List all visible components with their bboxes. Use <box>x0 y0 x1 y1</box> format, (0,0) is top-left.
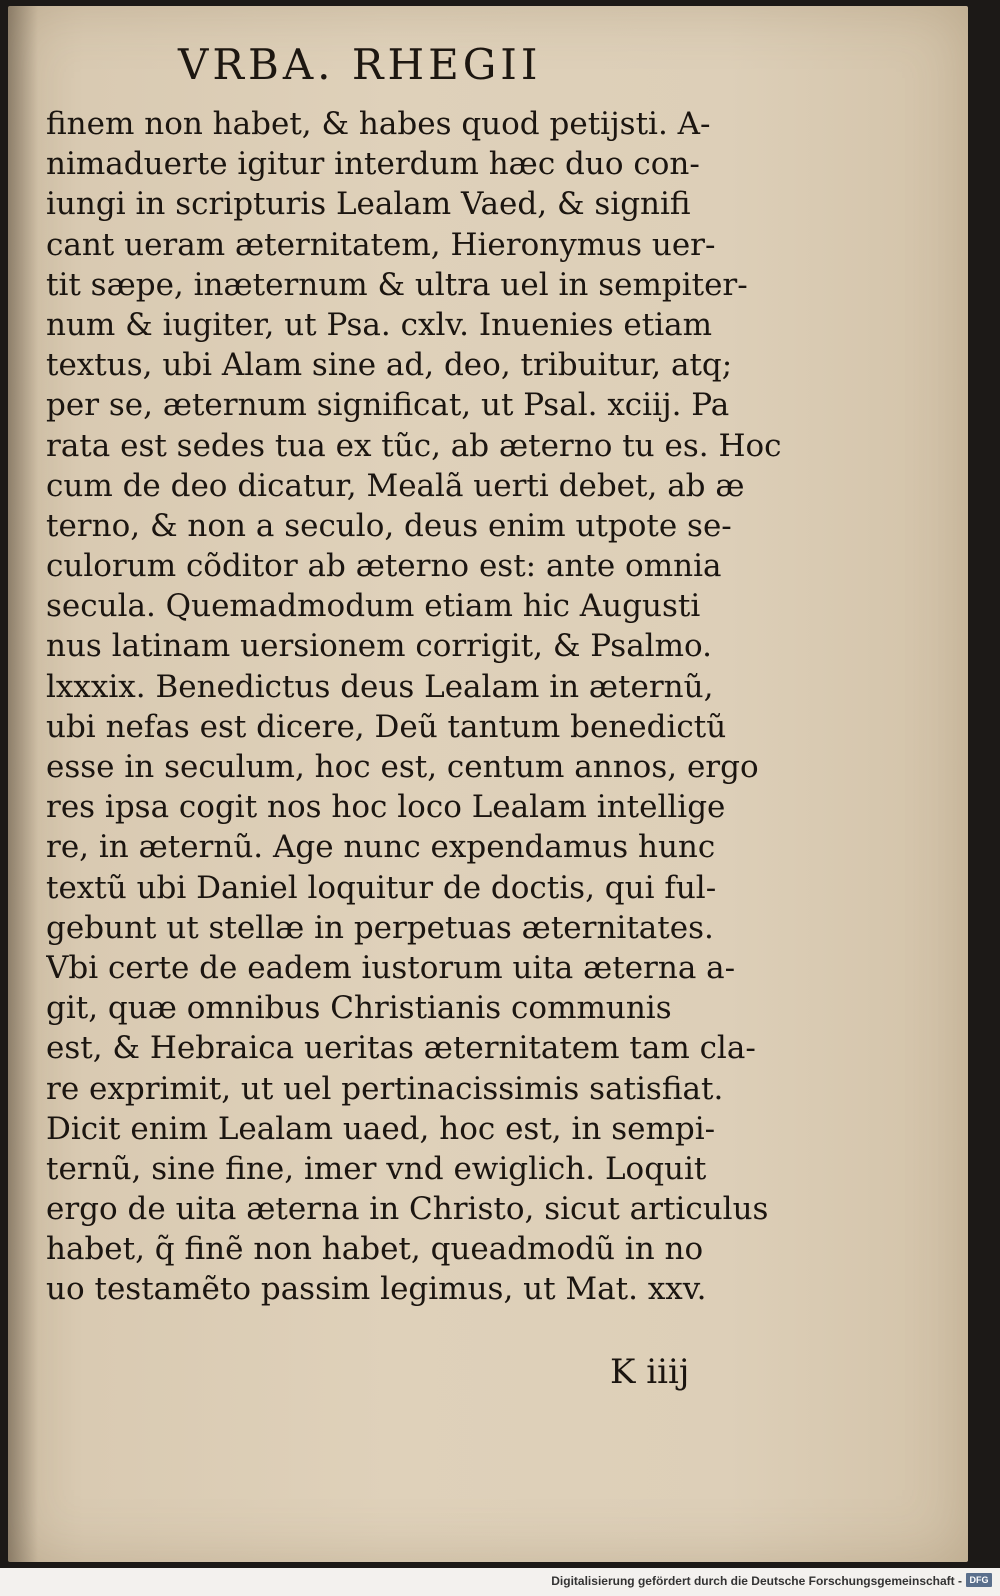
text-line: res ipsa cogit nos hoc loco Lealam intellige <box>46 789 726 826</box>
text-line: lxxxix. Benedictus deus Lealam in æternũ, <box>46 668 714 705</box>
text-line: culorum cõditor ab æterno est: ante omnia <box>46 548 722 585</box>
text-line: finem non habet, & habes quod petijsti. A- <box>46 106 711 142</box>
text-line: ubi nefas est dicere, Deũ tantum benedictũ <box>46 708 727 745</box>
footer-bar <box>0 1568 1000 1596</box>
funding-notice: Digitalisierung gefördert durch die Deutsche Forschungsgemeinschaft - <box>551 1574 962 1588</box>
text-line: Vbi certe de eadem iustorum uita æterna a- <box>46 949 736 986</box>
text-line: nimaduerte igitur interdum hæc duo con- <box>46 146 700 183</box>
text-line: cum de deo dicatur, Mealã uerti debet, ab æ <box>46 467 745 504</box>
text-line: uo testamẽto passim legimus, ut Mat. xxv. <box>46 1271 707 1308</box>
text-line: iungi in scripturis Lealam Vaed, & signifi <box>46 186 691 223</box>
text-line: secula. Quemadmodum etiam hic Augusti <box>46 588 701 625</box>
signature-mark: K iiij <box>610 1352 690 1392</box>
text-line: gebunt ut stellæ in perpetuas æternitates. <box>46 909 714 946</box>
text-line: habet, q̃ finẽ non habet, queadmodũ in no <box>46 1231 704 1268</box>
text-block <box>46 104 826 1310</box>
text-line: git, quæ omnibus Christianis communis <box>46 990 672 1027</box>
text-line: esse in seculum, hoc est, centum annos, ergo <box>46 749 759 785</box>
text-line: rata est sedes tua ex tũc, ab æterno tu es. Hoc <box>46 427 782 464</box>
text-line: num & iugiter, ut Psa. cxlv. Inuenies etiam <box>46 306 713 343</box>
dfg-logo-icon: DFG <box>966 1573 992 1587</box>
text-line: tit sæpe, inæternum & ultra uel in sempiter- <box>46 266 748 303</box>
text-line: ergo de uita æterna in Christo, sicut articulus <box>46 1191 769 1228</box>
text-line: re, in æternũ. Age nunc expendamus hunc <box>46 829 716 866</box>
text-line: textus, ubi Alam sine ad, deo, tribuitur, atq; <box>46 347 733 384</box>
text-line: terno, & non a seculo, deus enim utpote se- <box>46 507 732 544</box>
text-line: per se, æternum significat, ut Psal. xciij. Pa <box>46 387 730 424</box>
page-gutter-shadow <box>8 6 38 1562</box>
text-line: est, & Hebraica ueritas æternitatem tam cla- <box>46 1030 756 1067</box>
text-line: textũ ubi Daniel loquitur de doctis, qui ful- <box>46 869 717 906</box>
running-head: VRBA. RHEGII <box>178 40 542 89</box>
text-line: ternũ, sine fine, imer vnd ewiglich. Loquit <box>46 1150 707 1187</box>
text-line: re exprimit, ut uel pertinacissimis satisfiat. <box>46 1070 724 1107</box>
text-line: cant ueram æternitatem, Hieronymus uer- <box>46 226 716 263</box>
text-line: Dicit enim Lealam uaed, hoc est, in sempi- <box>46 1110 716 1147</box>
text-line: nus latinam uersionem corrigit, & Psalmo. <box>46 628 712 665</box>
